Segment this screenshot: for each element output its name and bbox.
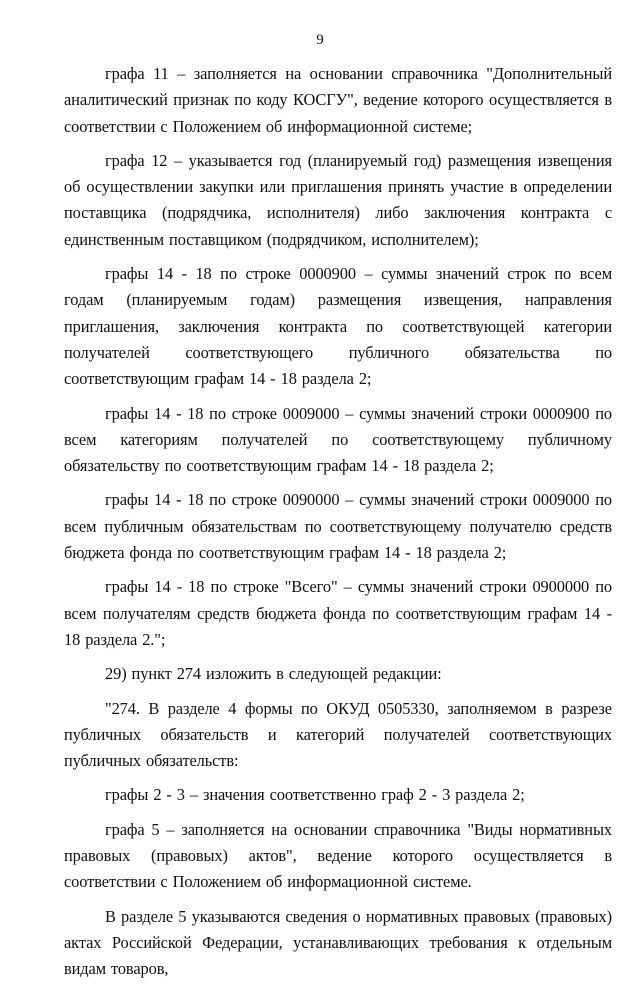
paragraph-grafy-14-18-row-0009000: графы 14 - 18 по строке 0009000 – суммы значений строки 0000900 по всем категориям получателей по соответствующему публичному обязательству по соответствующим графам 14 - 18 раздела 2; [64, 403, 612, 476]
paragraph-grafy-2-3: графы 2 - 3 – значения соответственно граф 2 - 3 раздела 2; [105, 785, 525, 805]
document-body [64, 61, 612, 991]
paragraph-grafa-12: графа 12 – указывается год (планируемый год) размещения извещения об осуществлении закупки или приглашения принять участие в определении поставщика (подрядчика, исполнителя) либо заключения контракта с единственным поставщиком (подрядчиком, исполнителем); [64, 150, 612, 249]
paragraph-section-5: В разделе 5 указываются сведения о нормативных правовых (правовых) актах Российской Федерации, устанавливающих требования к отдельным видам товаров, [64, 906, 612, 979]
paragraph-grafa-11: графа 11 – заполняется на основании справочника "Дополнительный аналитический признак по коду КОСГУ", ведение которого осуществляется в соответствии с Положением об информационной системе; [64, 64, 612, 136]
paragraph-item-29: 29) пункт 274 изложить в следующей редакции: [105, 664, 442, 684]
paragraph-grafy-14-18-row-total: графы 14 - 18 по строке "Всего" – суммы значений строки 0900000 по всем получателям средств бюджета фонда по соответствующим графам 14 - 18 раздела 2."; [64, 577, 612, 649]
paragraph-grafy-14-18-row-0090000: графы 14 - 18 по строке 0090000 – суммы значений строки 0009000 по всем публичным обязательствам по соответствующему получателю средств бюджета фонда по соответствующим графам 14 - 18 раздела 2; [64, 490, 612, 563]
paragraph-grafy-14-18-row-0000900: графы 14 - 18 по строке 0000900 – суммы значений строк по всем годам (планируемым годам) размещения извещения, направления приглашения, заключения контракта по соответствующей категории получателей соответствующего публичного обязательства по соответствующим графам 14 - 18 раздела 2; [64, 264, 612, 389]
paragraph-274-section-4: "274. В разделе 4 формы по ОКУД 0505330, заполняемом в разрезе публичных обязательств и категорий получателей соответствующих публичных обязательств: [64, 698, 612, 771]
paragraph-grafa-5: графа 5 – заполняется на основании справочника "Виды нормативных правовых (правовых) актов", ведение которого осуществляется в соответствии с Положением об информационной системе. [64, 819, 612, 892]
page-number: 9 [316, 32, 324, 48]
